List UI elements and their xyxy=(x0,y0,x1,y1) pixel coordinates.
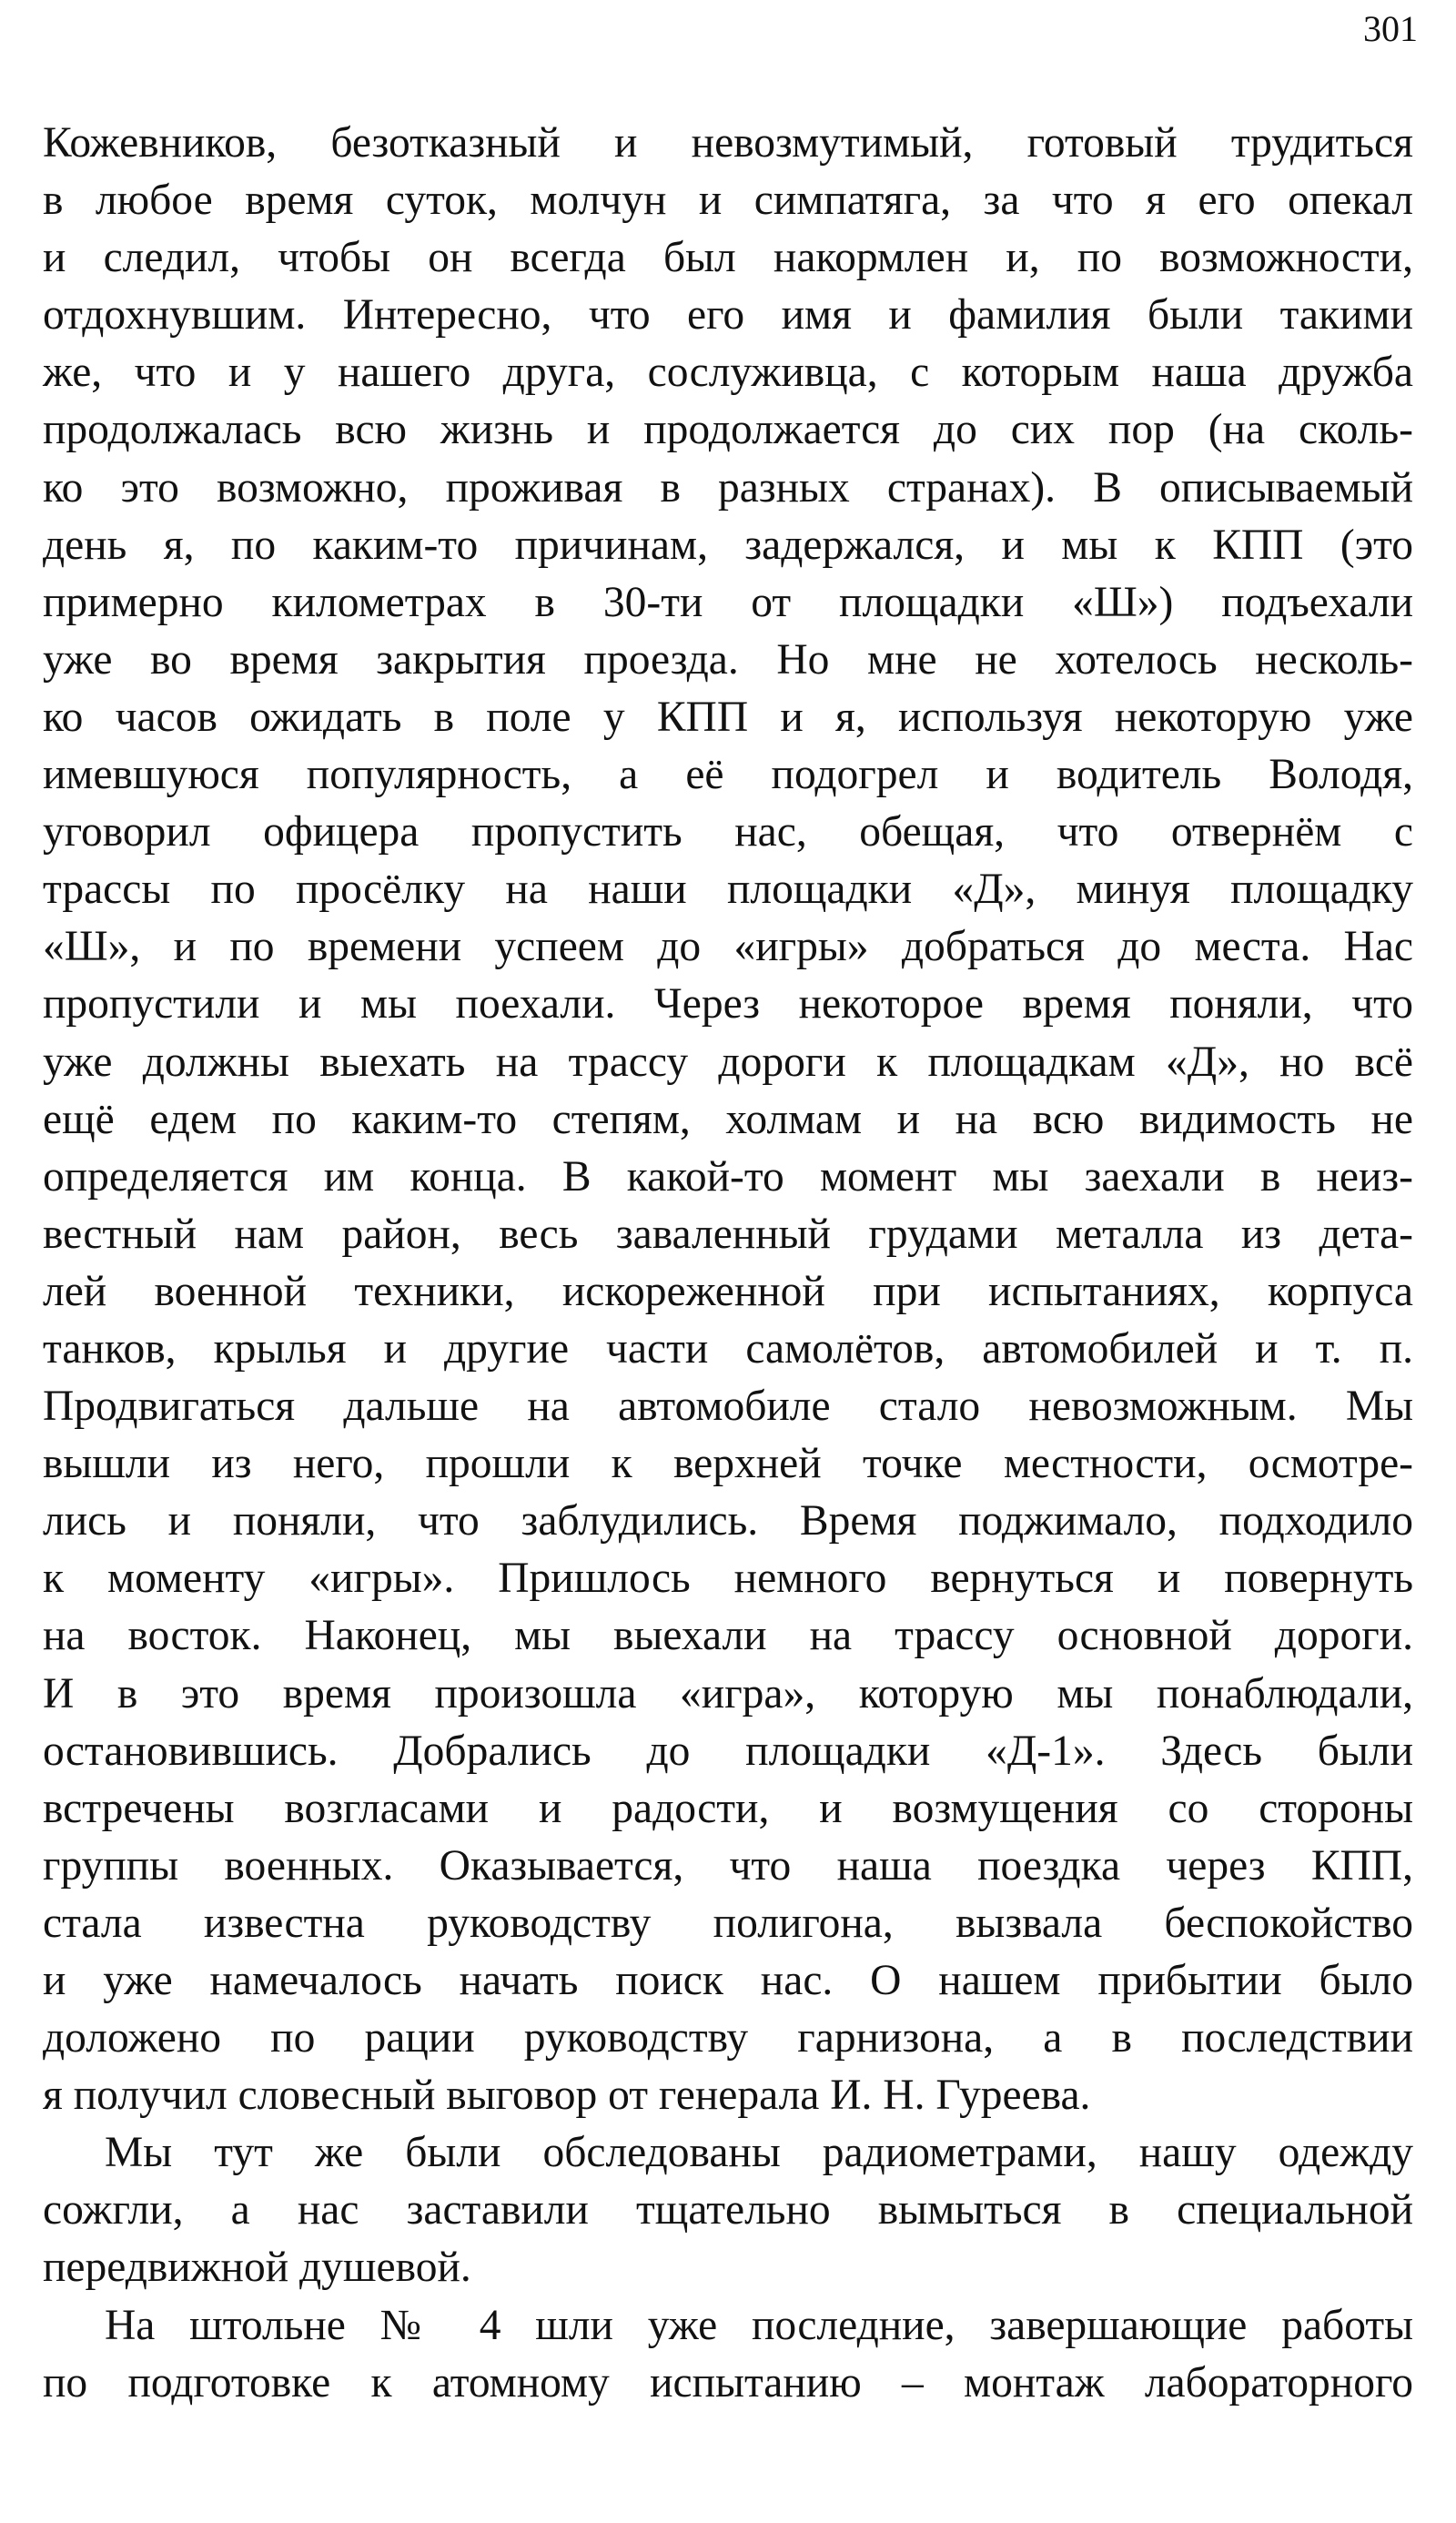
text-line: же, что и у нашего друга, сослуживца, с которым наша дружба xyxy=(43,349,1413,397)
text-line: И в это время произошла «игра», которую мы понаблюдали, xyxy=(43,1669,1413,1717)
paragraph xyxy=(43,115,1413,2124)
text-line: Кожевников, безотказный и невозмутимый, готовый трудиться xyxy=(43,119,1413,167)
text-line: я получил словесный выговор от генерала И. Н. Гуреева. xyxy=(43,2072,1091,2120)
text-line: к моменту «игры». Пришлось немного вернуться и повернуть xyxy=(43,1555,1413,1603)
text-line: уже должны выехать на трассу дороги к площадкам «Д», но всё xyxy=(43,1038,1413,1086)
text-line: На штольне № 4 шли уже последние, завершающие работы xyxy=(105,2301,1413,2349)
text-line: пропустили и мы поехали. Через некоторое время поняли, что xyxy=(43,980,1413,1028)
text-line: и следил, чтобы он всегда был накормлен и, по возможности, xyxy=(43,234,1413,282)
text-line: по подготовке к атомному испытанию – монтаж лабораторного xyxy=(43,2358,1413,2406)
text-line: «Ш», и по времени успеем до «игры» добраться до места. Нас xyxy=(43,923,1413,971)
text-line: уже во время закрытия проезда. Но мне не хотелось несколь- xyxy=(43,635,1413,684)
text-line: группы военных. Оказывается, что наша поездка через КПП, xyxy=(43,1841,1413,1890)
text-line: день я, по каким-то причинам, задержался, и мы к КПП (это xyxy=(43,521,1413,569)
text-body xyxy=(43,115,1413,2412)
page-number: 301 xyxy=(1363,8,1418,49)
text-line: на восток. Наконец, мы выехали на трассу основной дороги. xyxy=(43,1612,1413,1660)
text-line: в любое время суток, молчун и симпатяга, за что я его опекал xyxy=(43,177,1413,225)
text-line: уговорил офицера пропустить нас, обещая, что отвернём с xyxy=(43,808,1413,856)
text-line: Мы тут же были обследованы радиометрами, нашу одежду xyxy=(105,2129,1413,2177)
text-line: трассы по просёлку на наши площадки «Д», минуя площадку xyxy=(43,866,1413,914)
text-line: сожгли, а нас заставили тщательно вымыться в специальной xyxy=(43,2186,1413,2234)
text-line: стала известна руководству полигона, вызвала беспокойство xyxy=(43,1899,1413,1947)
text-line: вышли из него, прошли к верхней точке местности, осмотре- xyxy=(43,1440,1413,1488)
text-line: примерно километрах в 30-ти от площадки «Ш») подъехали xyxy=(43,578,1413,626)
text-line: вестный нам район, весь заваленный грудами металла из дета- xyxy=(43,1210,1413,1258)
text-line: продолжалась всю жизнь и продолжается до сих пор (на сколь- xyxy=(43,406,1413,454)
text-line: определяется им конца. В какой-то момент мы заехали в неиз- xyxy=(43,1152,1413,1201)
text-line: лись и поняли, что заблудились. Время поджимало, подходило xyxy=(43,1497,1413,1545)
text-line: встречены возгласами и радости, и возмущения со стороны xyxy=(43,1784,1413,1832)
text-line: лей военной техники, искореженной при испытаниях, корпуса xyxy=(43,1267,1413,1315)
text-line: танков, крылья и другие части самолётов, автомобилей и т. п. xyxy=(43,1324,1413,1373)
text-line: ещё едем по каким-то степям, холмам и на всю видимость не xyxy=(43,1095,1413,1143)
text-line: Продвигаться дальше на автомобиле стало невозможным. Мы xyxy=(43,1383,1413,1431)
text-line: остановившись. Добрались до площадки «Д-1». Здесь были xyxy=(43,1727,1413,1775)
text-line: доложено по рации руководству гарнизона, а в последствии xyxy=(43,2014,1413,2062)
paragraph xyxy=(43,2124,1413,2296)
paragraph xyxy=(43,2297,1413,2412)
text-line: отдохнувшим. Интересно, что его имя и фамилия были такими xyxy=(43,291,1413,339)
text-line: ко это возможно, проживая в разных странах). В описываемый xyxy=(43,463,1413,512)
text-line: имевшуюся популярность, а её подогрел и водитель Володя, xyxy=(43,751,1413,799)
text-line: ко часов ожидать в поле у КПП и я, используя некоторую уже xyxy=(43,693,1413,741)
text-line: передвижной душевой. xyxy=(43,2244,471,2292)
text-line: и уже намечалось начать поиск нас. О нашем прибытии было xyxy=(43,1957,1413,2004)
